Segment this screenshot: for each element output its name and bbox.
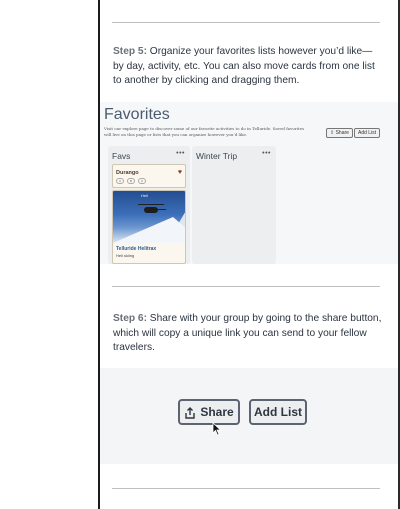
helicopter-icon	[144, 207, 158, 213]
more-icon[interactable]: •••	[176, 150, 185, 157]
helicopter-image	[113, 191, 186, 243]
card-durango[interactable]	[112, 164, 186, 188]
share-button[interactable]	[178, 399, 240, 425]
article-content	[100, 0, 398, 509]
mini-share-button[interactable]	[326, 128, 353, 138]
mini-share-icon: ⇪	[330, 130, 335, 136]
more-icon[interactable]: •••	[262, 150, 271, 157]
card-subtitle: Heli skiing	[116, 253, 135, 258]
list-title: Favs	[112, 151, 131, 161]
card-tag: A	[116, 178, 124, 184]
step-6-body: Share with your group by going to the share button, which will copy a unique link you can send to your fellow travelers.	[113, 313, 382, 353]
card-tag: C	[138, 178, 146, 184]
share-icon	[184, 407, 196, 419]
divider-middle	[112, 286, 380, 287]
image-caption: Heli	[141, 193, 148, 198]
step-5-text	[113, 45, 383, 89]
favorites-title: Favorites	[104, 106, 170, 123]
card-telluride-helitrax[interactable]	[112, 190, 186, 264]
list-column-winter-trip[interactable]	[192, 146, 276, 264]
add-list-button[interactable]: Add List	[249, 399, 307, 425]
favorites-screenshot	[100, 102, 398, 264]
mini-share-label: Share	[335, 130, 349, 136]
card-title: Durango	[116, 170, 139, 176]
card-title: Telluride Helitrax	[116, 246, 157, 252]
mouse-cursor-icon	[212, 422, 222, 436]
card-tags	[116, 259, 182, 263]
divider-top	[112, 22, 380, 23]
share-label: Share	[200, 405, 234, 419]
mountain-shape	[113, 217, 186, 243]
step-6-text	[113, 312, 383, 356]
divider-bottom	[112, 488, 380, 489]
mini-add-list-button[interactable]: Add List	[354, 128, 380, 138]
step-6-label: Step 6:	[113, 313, 147, 324]
favorites-description: Visit our explore page to discover some of our favorite activities to do in Telluride. Saved favorites will live on this page or lists that you can organize however you’d like.	[104, 126, 305, 137]
step-5-body: Organize your favorites lists however you’d like—by day, activity, etc. You can also move cards from one list to another by clicking and dragging them.	[113, 46, 375, 86]
heart-icon[interactable]: ♥	[177, 169, 182, 176]
step-5-label: Step 5:	[113, 46, 147, 57]
card-tag: B	[127, 178, 135, 184]
list-title: Winter Trip	[196, 151, 238, 161]
